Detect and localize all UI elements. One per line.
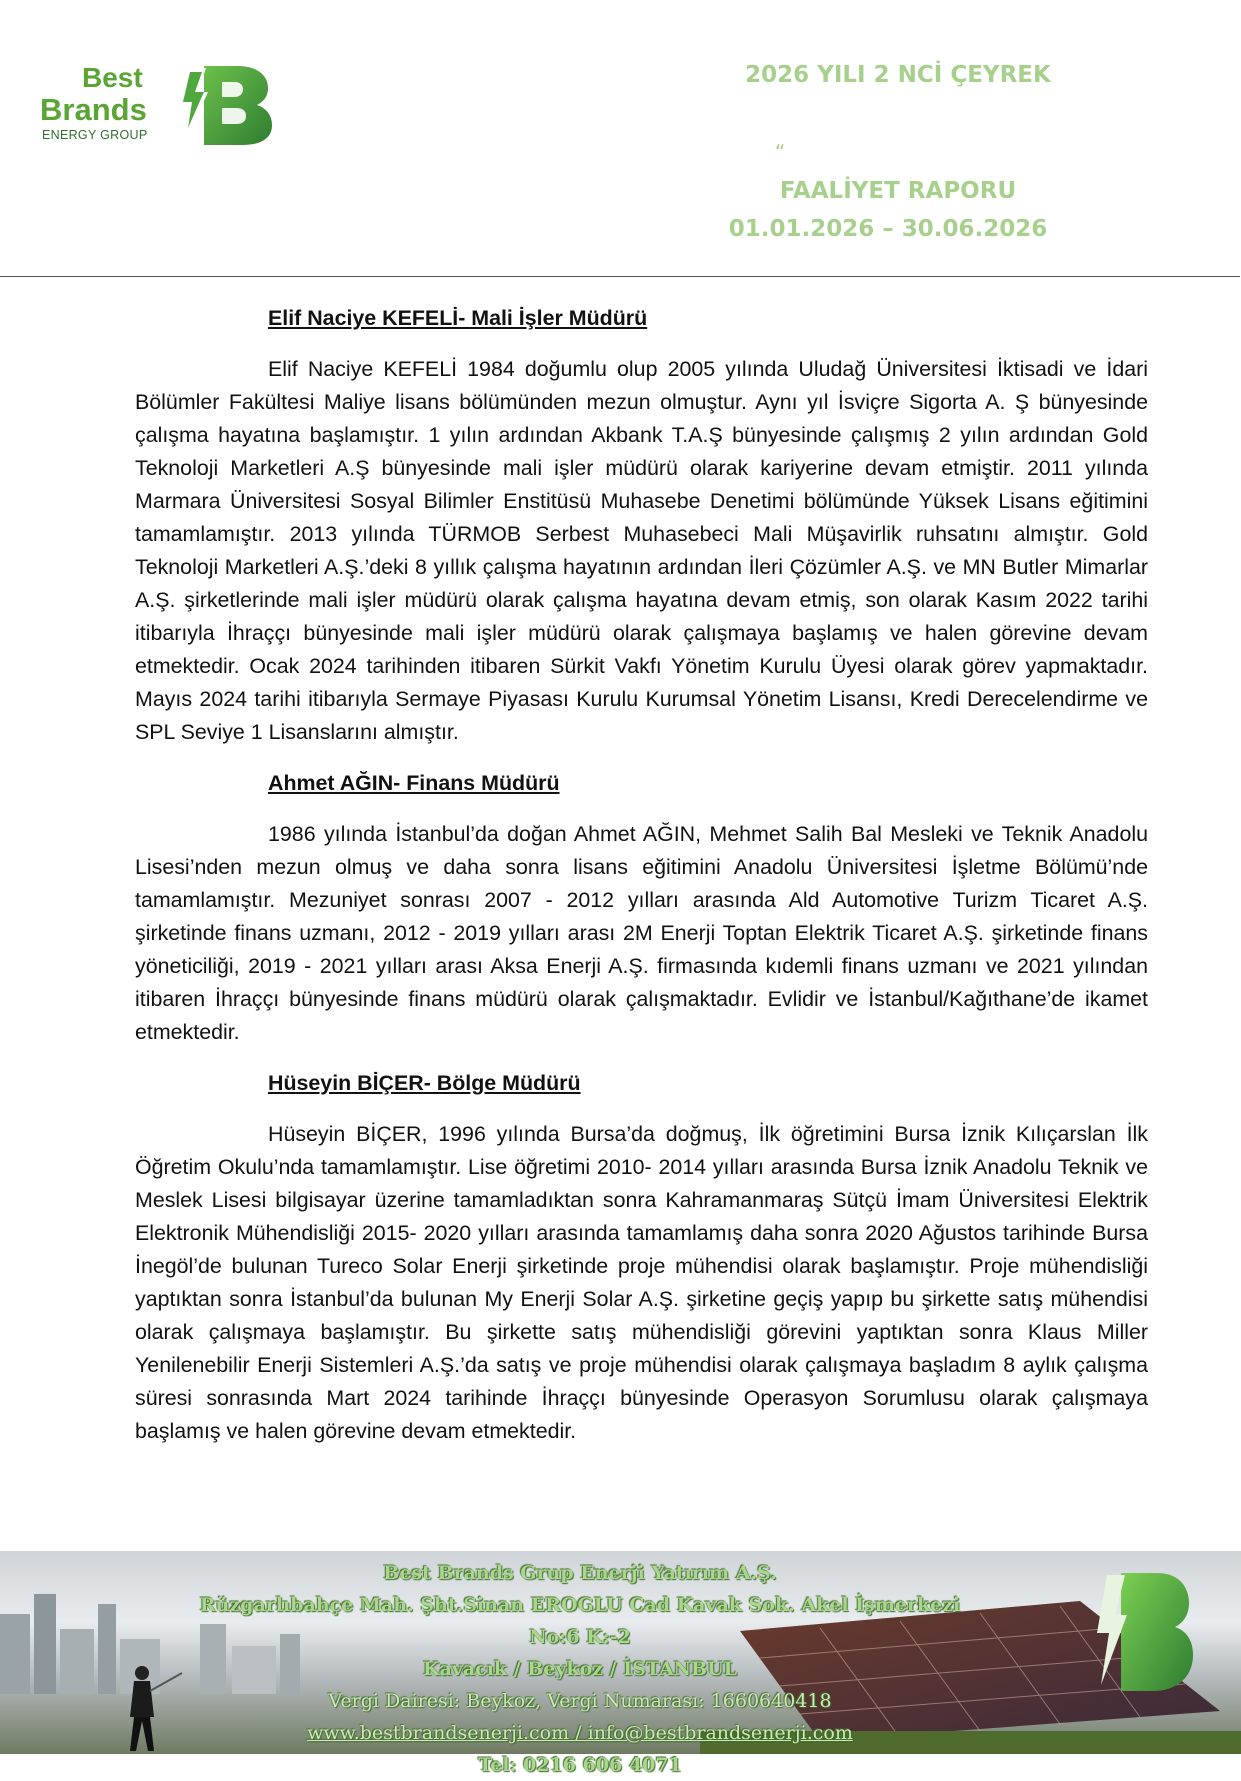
section-title-bicer: Hüseyin BİÇER- Bölge Müdürü	[268, 1071, 581, 1095]
footer-b-logo-icon	[1085, 1565, 1195, 1715]
logo-b-mark-icon	[164, 62, 276, 146]
quote-mark: “	[774, 140, 786, 164]
report-period: 01.01.2026 – 30.06.2026	[728, 216, 1048, 242]
company-logo	[40, 62, 240, 152]
section-body-bicer: Hüseyin BİÇER, 1996 yılında Bursa’da doğmuş, İlk öğretimini Bursa İznik Kılıçarslan İlk Öğretim Okulu’nda tamamlamıştır. Lise öğretimi 2010- 2014 yılları arasında Bursa İznik Anadolu Teknik ve Meslek Lisesi bilgisayar üzerine tamamladıktan sonra Kahramanmaraş Sütçü İmam Üniversitesi Elektrik Elektronik Mühendisliği 2015- 2020 yılları arasında tamamlamış daha sonra 2020 Ağustos tarihinde Bursa İnegöl’de bulunan Tureco Solar Enerji şirketinde proje mühendisi olarak başlamıştır. Proje mühendisliği yaptıktan sonra İstanbul’da bulunan My Enerji Solar A.Ş. şirketine geçiş yapıp bu şirkette satış mühendisi olarak çalışmaya başlamıştır. Bu şirkette satış mühendisliği görevini yaptıktan sonra Klaus Miller Yenilenebilir Enerji Sistemleri A.Ş.’da satış ve proje mühendisi olarak çalışmaya başladım 8 aylık çalışma süresi sonrasında Mart 2024 tarihinde İhraççı bünyesinde Operasyon Sorumlusu olarak çalışmaya başlamış ve halen görevine devam etmektedir.	[135, 1122, 1148, 1443]
main-content	[135, 302, 1148, 1466]
logo-word-best: Best	[82, 62, 143, 93]
footer-phone: Tel: 0216 606 4071	[478, 1754, 682, 1776]
footer-company-name: Best Brands Grup Enerji Yatırım A.Ş.	[383, 1562, 777, 1584]
logo-word-brands: Brands	[40, 92, 147, 127]
footer-address-line-2: Kavacık / Beykoz / İSTANBUL	[422, 1658, 738, 1680]
section-title-agin: Ahmet AĞIN- Finans Müdürü	[268, 771, 560, 795]
logo-word-energy-group: ENERGY GROUP	[42, 128, 148, 142]
header-divider	[0, 276, 1240, 277]
footer-address-line-1: Rüzgarlıbahçe Mah. Şht.Sinan EROGLU Cad Kavak Sok. Akel İşmerkezi No:6 K:-2	[199, 1594, 961, 1648]
report-title: FAALİYET RAPORU	[779, 178, 1017, 204]
footer-contact-block	[180, 1557, 980, 1781]
section-body-agin: 1986 yılında İstanbul’da doğan Ahmet AĞIN, Mehmet Salih Bal Mesleki ve Teknik Anadolu Lisesi’nden mezun olmuş ve daha sonra lisans eğitimini Anadolu Üniversitesi İşletme Bölümü’nde tamamlamıştır. Mezuniyet sonrası 2007 - 2012 yılları arasında Ald Automotive Turizm Ticaret A.Ş. şirketinde finans uzmanı, 2012 - 2019 yılları arası 2M Enerji Toptan Elektrik Ticaret A.Ş. şirketinde finans yöneticiliği, 2019 - 2021 yılları arası Aksa Enerji A.Ş. firmasında kıdemli finans uzmanı ve 2021 yılından itibaren İhraççı bünyesinde finans müdürü olarak çalışmaktadır. Evlidir ve İstanbul/Kağıthane’de ikamet etmektedir.	[135, 822, 1148, 1044]
businessman-pulling-rope-image	[122, 1663, 182, 1753]
footer-banner	[0, 1551, 1241, 1776]
footer-web-email-link[interactable]: www.bestbrandsenerji.com / info@bestbrandsenerji.com	[307, 1722, 853, 1744]
report-quarter: 2026 YILI 2 NCİ ÇEYREK	[745, 62, 1051, 88]
section-title-kefeli: Elif Naciye KEFELİ- Mali İşler Müdürü	[268, 306, 648, 330]
footer-tax-info: Vergi Dairesi: Beykoz, Vergi Numarası: 1660640418	[328, 1690, 832, 1712]
section-body-kefeli: Elif Naciye KEFELİ 1984 doğumlu olup 2005 yılında Uludağ Üniversitesi İktisadi ve İdari Bölümler Fakültesi Maliye lisans bölümünden mezun olmuştur. Aynı yıl İsviçre Sigorta A. Ş bünyesinde çalışma hayatına başlamıştır. 1 yılın ardından Akbank T.A.Ş bünyesinde çalışmış 2 yılın ardından Gold Teknoloji Marketleri A.Ş bünyesinde mali işler müdürü olarak kariyerine devam etmiştir. 2011 yılında Marmara Üniversitesi Sosyal Bilimler Enstitüsü Muhasebe Denetimi bölümünde Yüksek Lisans eğitimini tamamlamıştır. 2013 yılında TÜRMOB Serbest Muhasebeci Mali Müşavirlik ruhsatını almıştır. Gold Teknoloji Marketleri A.Ş.’deki 8 yıllık çalışma hayatının ardından İleri Çözümler A.Ş. ve MN Butler Mimarlar A.Ş. şirketlerinde mali işler müdürü olarak çalışma hayatına devam etmiş, son olarak Kasım 2022 tarihi itibarıyla İhraççı bünyesinde mali işler müdürü olarak çalışmaya başlamış ve halen görevine devam etmektedir. Ocak 2024 tarihinden itibaren Sürkit Vakfı Yönetim Kurulu Üyesi olarak görev yapmaktadır. Mayıs 2024 tarihi itibarıyla Sermaye Piyasası Kurulu Kurumsal Yönetim Lisansı, Kredi Derecelendirme ve SPL Seviye 1 Lisanslarını almıştır.	[135, 357, 1148, 744]
